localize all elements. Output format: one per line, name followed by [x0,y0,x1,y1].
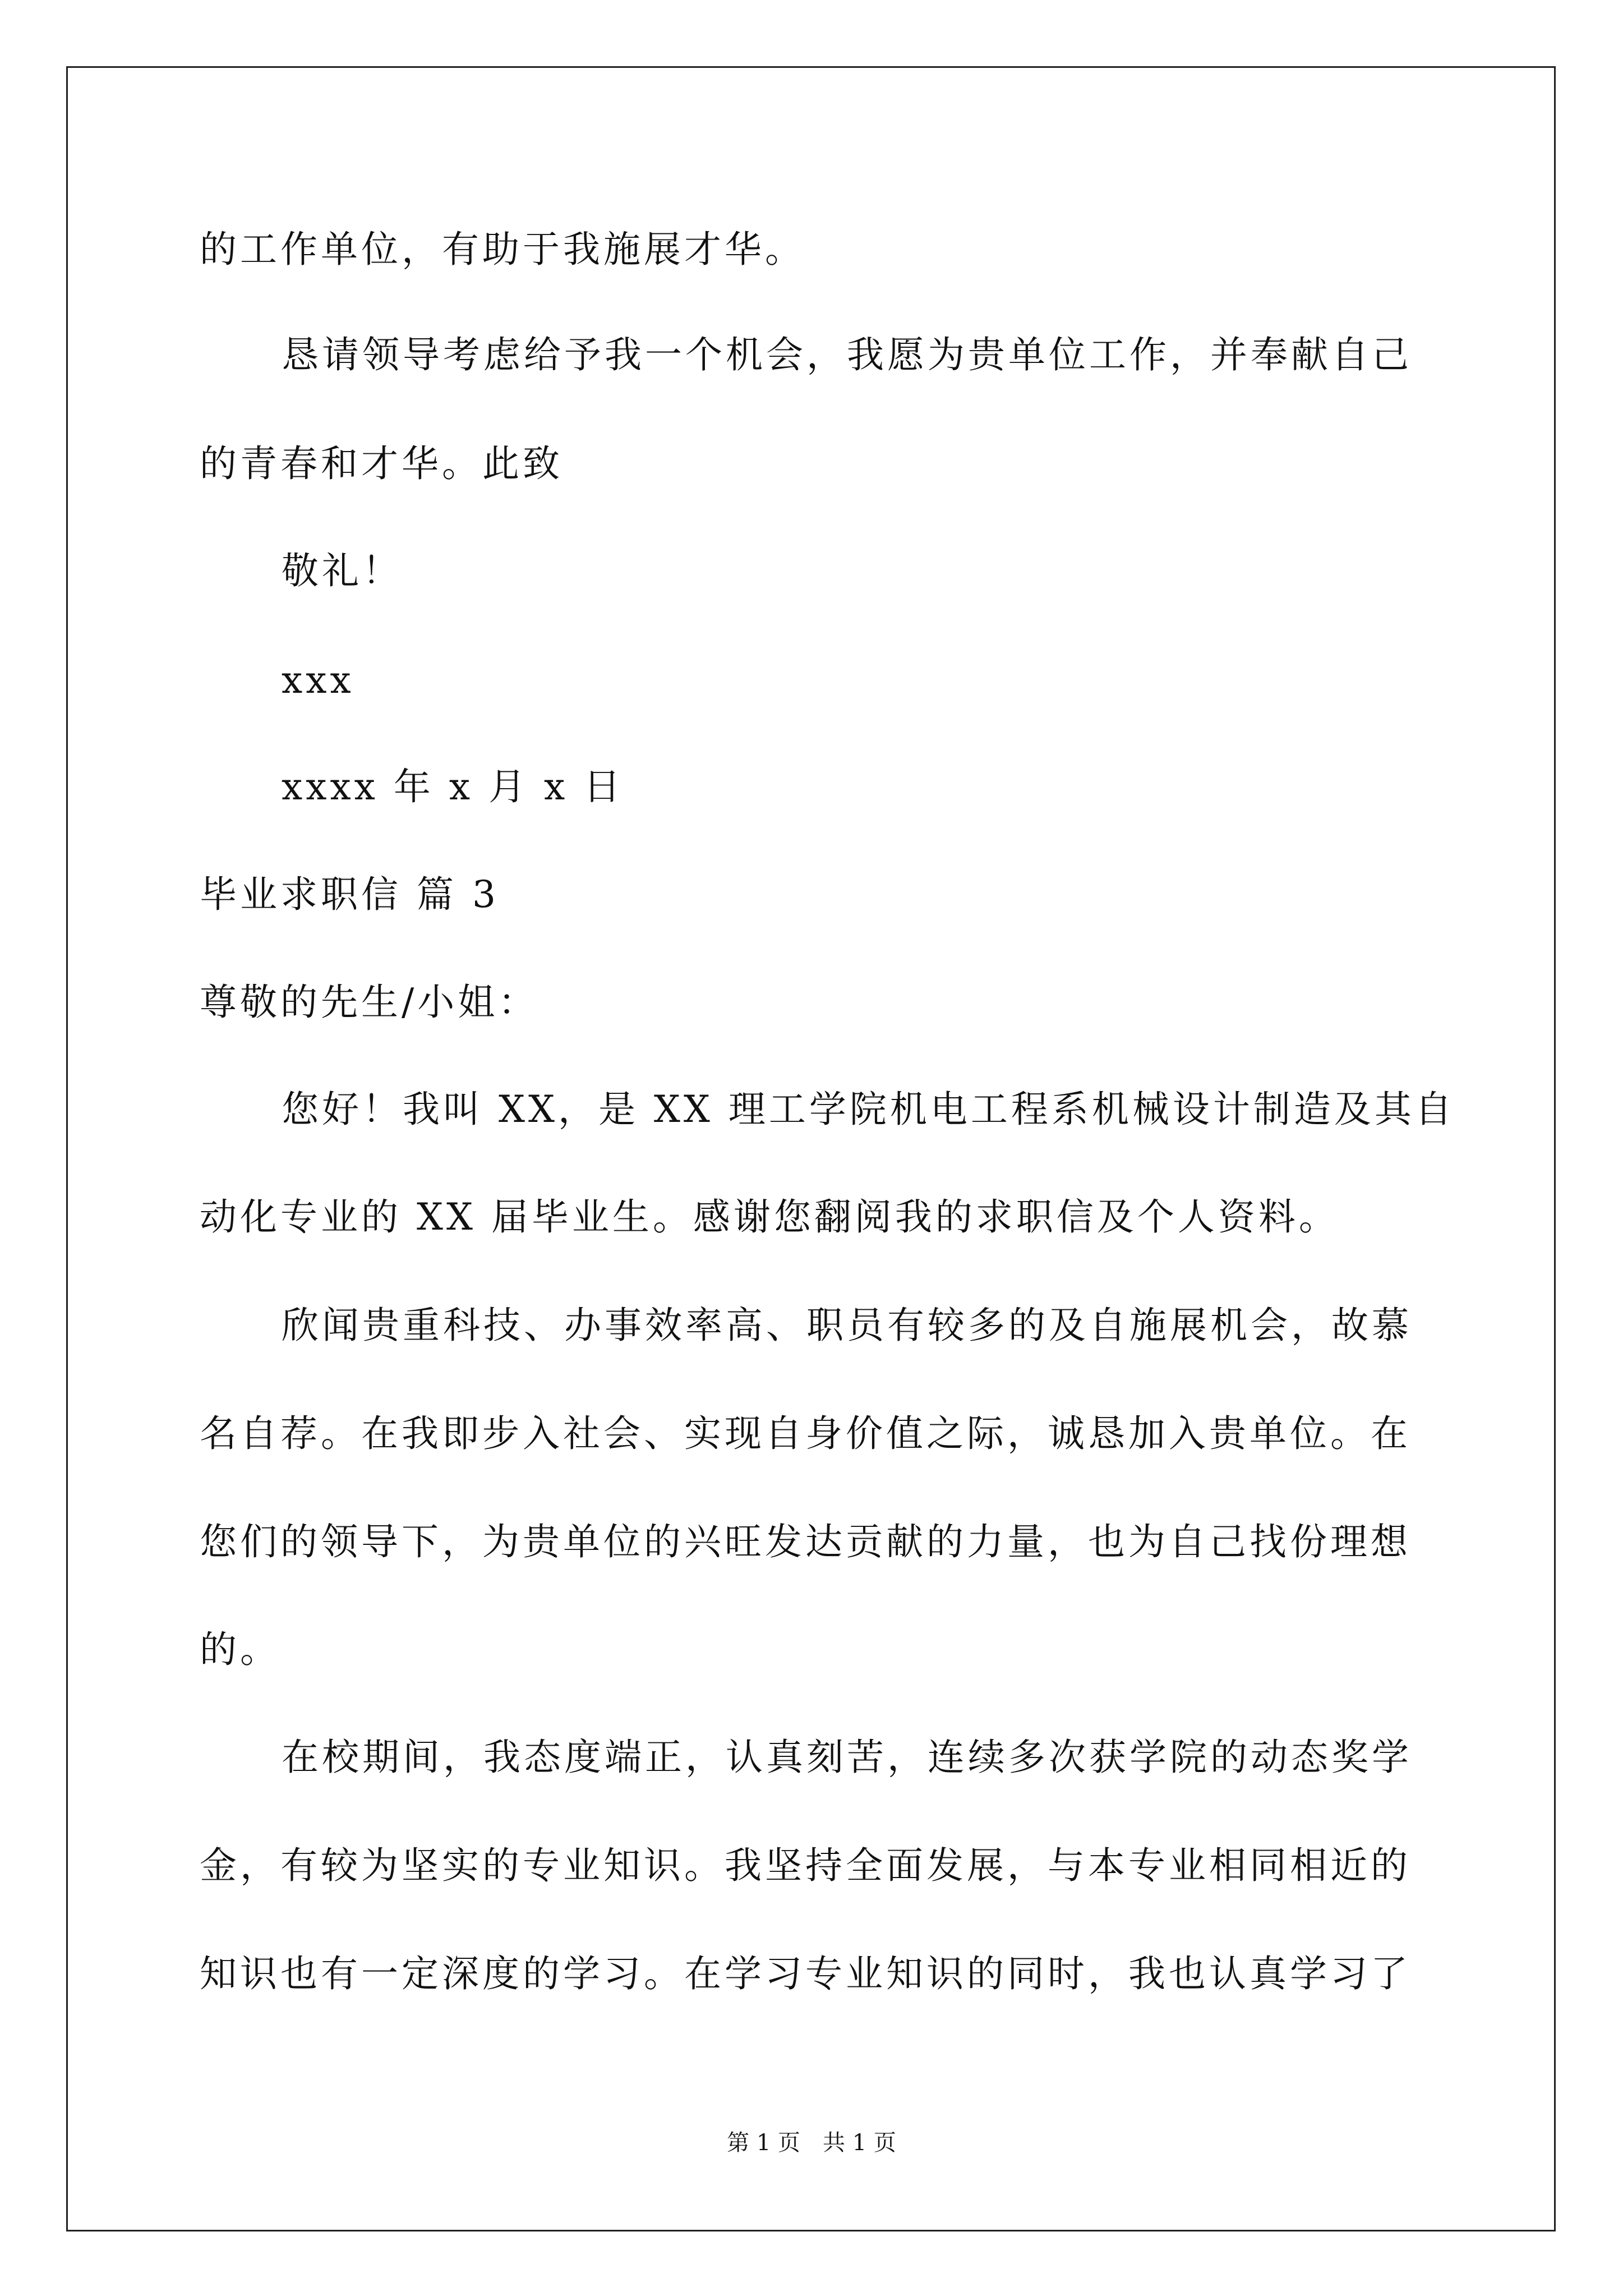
body-line-17: 知识也有一定深度的学习。在学习专业知识的同时，我也认真学习了 [200,1952,1411,1995]
section-heading: 毕业求职信 篇 3 [200,873,499,916]
closing-salutation: 敬礼！ [282,549,403,592]
body-line-15: 在校期间，我态度端正，认真刻苦，连续多次获学院的动态奖学 [282,1736,1412,1779]
body-line-14: 的。 [200,1628,280,1671]
body-line-13: 您们的领导下，为贵单位的兴旺发达贡献的力量，也为自己找份理想 [200,1520,1411,1563]
greeting: 尊敬的先生/小姐： [200,981,539,1024]
page-total: 共 1 页 [823,2130,896,2156]
signature: xxx [282,659,354,702]
date-line: xxxx 年 x 月 x 日 [282,765,624,808]
page-border [66,66,1556,2231]
page-footer [0,2132,1623,2154]
page-number: 第 1 页 [727,2130,800,2156]
body-line-1: 的工作单位，有助于我施展才华。 [200,228,805,271]
body-line-9: 您好！我叫 XX，是 XX 理工学院机电工程系机械设计制造及其自 [282,1088,1455,1131]
body-line-2: 恳请领导考虑给予我一个机会，我愿为贵单位工作，并奉献自己 [282,333,1412,376]
body-line-11: 欣闻贵重科技、办事效率高、职员有较多的及自施展机会，故慕 [282,1304,1412,1347]
body-line-12: 名自荐。在我即步入社会、实现自身价值之际，诚恳加入贵单位。在 [200,1412,1411,1455]
body-line-10: 动化专业的 XX 届毕业生。感谢您翻阅我的求职信及个人资料。 [200,1195,1339,1239]
body-line-3: 的青春和才华。此致 [200,442,563,485]
body-line-16: 金，有较为坚实的专业知识。我坚持全面发展，与本专业相同相近的 [200,1844,1411,1887]
